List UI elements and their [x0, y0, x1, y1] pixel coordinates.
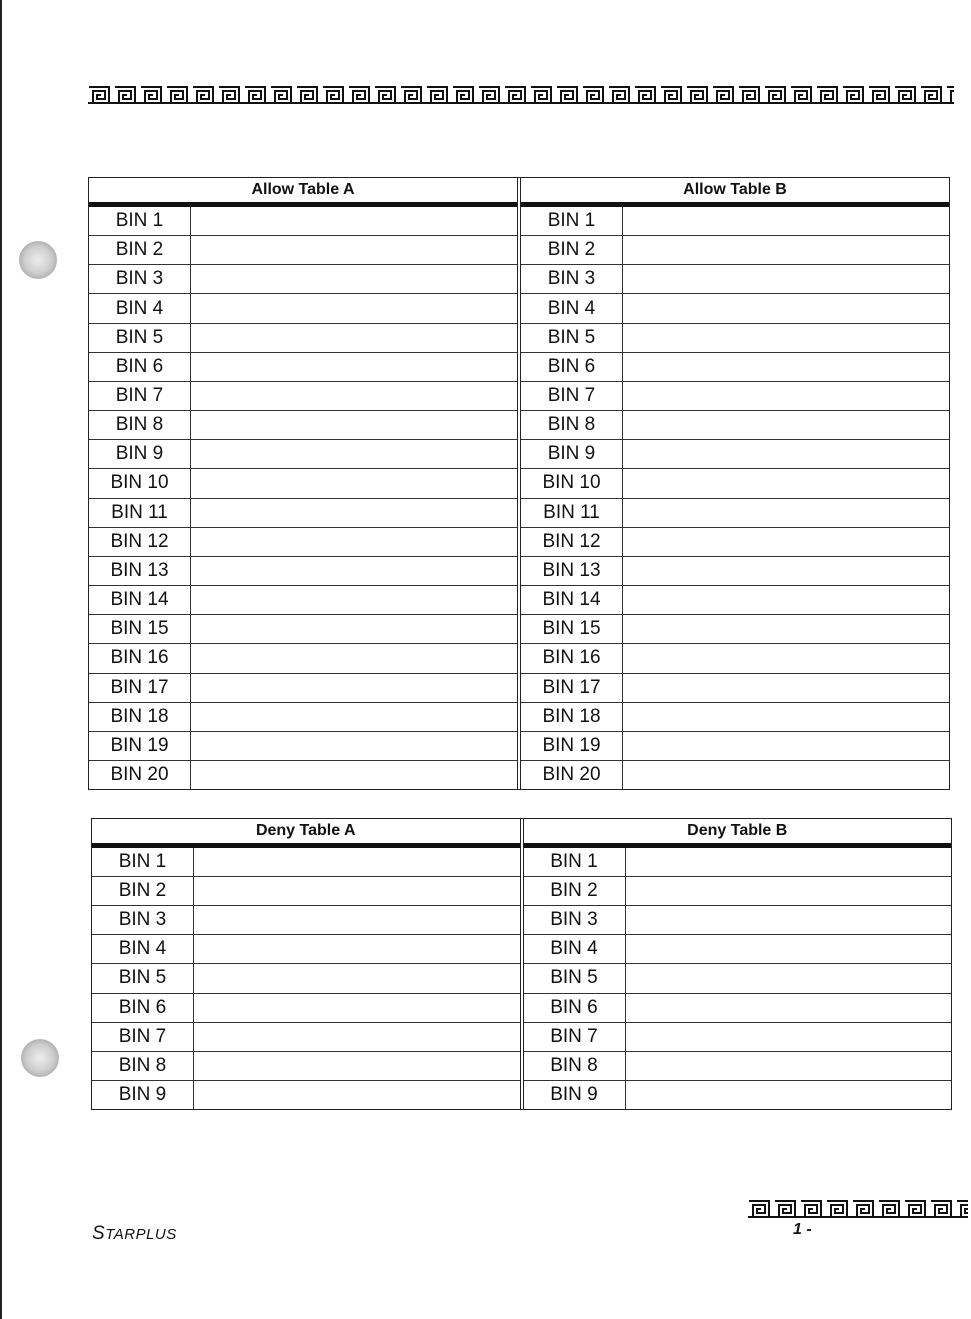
- bin-label: BIN 9: [92, 1081, 194, 1109]
- bin-label: BIN 11: [89, 499, 191, 527]
- table-row: [524, 935, 952, 964]
- bin-value-cell[interactable]: [194, 994, 520, 1022]
- bin-value-cell[interactable]: [191, 207, 517, 235]
- footer-brand-initial: S: [92, 1223, 106, 1244]
- binder-hole-bottom: [21, 1039, 59, 1077]
- bin-value-cell[interactable]: [194, 964, 520, 992]
- bin-label: BIN 1: [521, 207, 623, 235]
- bin-label: BIN 14: [89, 586, 191, 614]
- bin-label: BIN 15: [89, 615, 191, 643]
- footer-brand-rest: TARPLUS: [105, 1226, 177, 1243]
- bin-value-cell[interactable]: [623, 674, 949, 702]
- bin-label: BIN 15: [521, 615, 623, 643]
- bin-value-cell[interactable]: [194, 906, 520, 934]
- table-row: [89, 265, 517, 294]
- bin-value-cell[interactable]: [191, 703, 517, 731]
- bin-label: BIN 8: [521, 411, 623, 439]
- bin-label: BIN 2: [92, 877, 194, 905]
- deny-tables: [91, 818, 952, 1110]
- bin-label: BIN 5: [92, 964, 194, 992]
- bin-label: BIN 9: [89, 440, 191, 468]
- bin-label: BIN 7: [92, 1023, 194, 1051]
- table-row: [521, 440, 949, 469]
- table-row: [521, 324, 949, 353]
- table-row: [89, 586, 517, 615]
- table-row: [521, 732, 949, 761]
- bin-value-cell[interactable]: [623, 382, 949, 410]
- bin-value-cell[interactable]: [626, 1023, 952, 1051]
- table-row: [521, 469, 949, 498]
- bin-label: BIN 6: [92, 994, 194, 1022]
- table-row: [521, 499, 949, 528]
- table-row: [521, 382, 949, 411]
- bin-label: BIN 3: [92, 906, 194, 934]
- bin-value-cell[interactable]: [191, 586, 517, 614]
- bin-value-cell[interactable]: [194, 1081, 520, 1109]
- greek-key-border-top: [88, 86, 954, 104]
- bin-label: BIN 4: [521, 294, 623, 322]
- deny-table-a-rows: [92, 848, 520, 1109]
- bin-label: BIN 17: [521, 674, 623, 702]
- bin-label: BIN 5: [524, 964, 626, 992]
- table-row: [89, 294, 517, 323]
- bin-value-cell[interactable]: [191, 353, 517, 381]
- bin-value-cell[interactable]: [623, 324, 949, 352]
- bin-value-cell[interactable]: [623, 557, 949, 585]
- table-row: [89, 207, 517, 236]
- bin-label: BIN 9: [521, 440, 623, 468]
- bin-value-cell[interactable]: [623, 761, 949, 789]
- bin-label: BIN 16: [521, 644, 623, 672]
- bin-label: BIN 2: [524, 877, 626, 905]
- bin-value-cell[interactable]: [623, 236, 949, 264]
- table-row: [92, 848, 520, 877]
- table-row: [521, 674, 949, 703]
- bin-label: BIN 8: [92, 1052, 194, 1080]
- allow-table-b-title: Allow Table B: [521, 178, 949, 207]
- table-row: [521, 528, 949, 557]
- bin-label: BIN 14: [521, 586, 623, 614]
- bin-value-cell[interactable]: [623, 353, 949, 381]
- table-row: [92, 964, 520, 993]
- bin-label: BIN 13: [521, 557, 623, 585]
- bin-value-cell[interactable]: [191, 294, 517, 322]
- bin-label: BIN 2: [89, 236, 191, 264]
- table-row: [521, 411, 949, 440]
- bin-label: BIN 12: [521, 528, 623, 556]
- table-row: [521, 236, 949, 265]
- bin-value-cell[interactable]: [623, 732, 949, 760]
- bin-value-cell[interactable]: [623, 294, 949, 322]
- bin-value-cell[interactable]: [623, 644, 949, 672]
- bin-value-cell[interactable]: [626, 1052, 952, 1080]
- bin-value-cell[interactable]: [623, 499, 949, 527]
- bin-label: BIN 2: [521, 236, 623, 264]
- binder-hole-top: [19, 241, 57, 279]
- bin-value-cell[interactable]: [191, 528, 517, 556]
- bin-label: BIN 9: [524, 1081, 626, 1109]
- bin-label: BIN 11: [521, 499, 623, 527]
- bin-label: BIN 8: [524, 1052, 626, 1080]
- bin-label: BIN 20: [521, 761, 623, 789]
- bin-value-cell[interactable]: [191, 382, 517, 410]
- bin-value-cell[interactable]: [191, 557, 517, 585]
- bin-value-cell[interactable]: [194, 1052, 520, 1080]
- allow-tables: [88, 177, 950, 790]
- page-number: 1 -: [793, 1221, 812, 1238]
- bin-value-cell[interactable]: [623, 265, 949, 293]
- bin-value-cell[interactable]: [191, 236, 517, 264]
- bin-label: BIN 18: [521, 703, 623, 731]
- bin-value-cell[interactable]: [194, 935, 520, 963]
- table-row: [89, 732, 517, 761]
- bin-value-cell[interactable]: [194, 877, 520, 905]
- greek-key-border-bottom: [748, 1200, 968, 1218]
- bin-value-cell[interactable]: [191, 499, 517, 527]
- bin-label: BIN 1: [524, 848, 626, 876]
- table-row: [521, 265, 949, 294]
- table-row: [524, 1052, 952, 1081]
- table-row: [89, 615, 517, 644]
- bin-value-cell[interactable]: [626, 1081, 952, 1109]
- table-row: [521, 615, 949, 644]
- table-row: [89, 411, 517, 440]
- table-row: [89, 469, 517, 498]
- table-row: [92, 877, 520, 906]
- table-row: [92, 935, 520, 964]
- table-row: [92, 1052, 520, 1081]
- table-row: [521, 557, 949, 586]
- bin-label: BIN 20: [89, 761, 191, 789]
- bin-label: BIN 12: [89, 528, 191, 556]
- bin-value-cell[interactable]: [623, 703, 949, 731]
- bin-value-cell[interactable]: [626, 848, 952, 876]
- deny-table-b: [524, 819, 952, 1109]
- allow-table-b: [521, 178, 949, 789]
- table-row: [524, 906, 952, 935]
- bin-value-cell[interactable]: [626, 994, 952, 1022]
- bin-value-cell[interactable]: [194, 1023, 520, 1051]
- table-row: [92, 1081, 520, 1109]
- bin-value-cell[interactable]: [623, 528, 949, 556]
- bin-label: BIN 4: [92, 935, 194, 963]
- table-row: [521, 207, 949, 236]
- bin-label: BIN 16: [89, 644, 191, 672]
- bin-value-cell[interactable]: [623, 207, 949, 235]
- table-row: [521, 644, 949, 673]
- bin-label: BIN 19: [521, 732, 623, 760]
- table-row: [524, 1023, 952, 1052]
- table-row: [92, 1023, 520, 1052]
- bin-label: BIN 7: [524, 1023, 626, 1051]
- deny-table-b-title: Deny Table B: [524, 819, 952, 848]
- bin-value-cell[interactable]: [626, 877, 952, 905]
- table-row: [89, 440, 517, 469]
- bin-label: BIN 19: [89, 732, 191, 760]
- table-row: [524, 848, 952, 877]
- bin-label: BIN 7: [89, 382, 191, 410]
- table-row: [92, 994, 520, 1023]
- bin-label: BIN 8: [89, 411, 191, 439]
- allow-table-b-rows: [521, 207, 949, 789]
- bin-label: BIN 10: [521, 469, 623, 497]
- bin-label: BIN 4: [89, 294, 191, 322]
- table-row: [524, 964, 952, 993]
- table-row: [89, 703, 517, 732]
- bin-value-cell[interactable]: [191, 674, 517, 702]
- table-row: [521, 586, 949, 615]
- bin-label: BIN 13: [89, 557, 191, 585]
- bin-value-cell[interactable]: [626, 964, 952, 992]
- table-row: [89, 644, 517, 673]
- table-row: [521, 353, 949, 382]
- bin-label: BIN 17: [89, 674, 191, 702]
- table-row: [89, 324, 517, 353]
- bin-value-cell[interactable]: [191, 324, 517, 352]
- bin-value-cell[interactable]: [191, 615, 517, 643]
- table-row: [89, 499, 517, 528]
- deny-table-b-rows: [524, 848, 952, 1109]
- bin-value-cell[interactable]: [623, 440, 949, 468]
- bin-value-cell[interactable]: [623, 586, 949, 614]
- bin-value-cell[interactable]: [626, 935, 952, 963]
- footer-brand: [92, 1223, 177, 1245]
- table-row: [89, 353, 517, 382]
- bin-value-cell[interactable]: [191, 469, 517, 497]
- bin-label: BIN 18: [89, 703, 191, 731]
- table-row: [89, 557, 517, 586]
- table-row: [521, 703, 949, 732]
- table-row: [521, 294, 949, 323]
- bin-label: BIN 4: [524, 935, 626, 963]
- allow-table-a-title: Allow Table A: [89, 178, 517, 207]
- bin-label: BIN 3: [89, 265, 191, 293]
- bin-label: BIN 5: [89, 324, 191, 352]
- bin-label: BIN 1: [89, 207, 191, 235]
- bin-value-cell[interactable]: [191, 761, 517, 789]
- bin-label: BIN 3: [524, 906, 626, 934]
- bin-label: BIN 6: [521, 353, 623, 381]
- bin-label: BIN 1: [92, 848, 194, 876]
- bin-value-cell[interactable]: [194, 848, 520, 876]
- bin-value-cell[interactable]: [623, 469, 949, 497]
- bin-label: BIN 7: [521, 382, 623, 410]
- table-row: [524, 1081, 952, 1109]
- table-row: [89, 382, 517, 411]
- table-row: [89, 236, 517, 265]
- deny-table-a-title: Deny Table A: [92, 819, 520, 848]
- bin-value-cell[interactable]: [191, 265, 517, 293]
- table-row: [89, 761, 517, 789]
- allow-table-a: [89, 178, 521, 789]
- bin-value-cell[interactable]: [626, 906, 952, 934]
- bin-value-cell[interactable]: [191, 440, 517, 468]
- deny-table-a: [92, 819, 524, 1109]
- page-left-border: [0, 0, 2, 1319]
- bin-label: BIN 10: [89, 469, 191, 497]
- bin-value-cell[interactable]: [623, 411, 949, 439]
- bin-label: BIN 6: [524, 994, 626, 1022]
- bin-label: BIN 5: [521, 324, 623, 352]
- bin-label: BIN 6: [89, 353, 191, 381]
- bin-value-cell[interactable]: [623, 615, 949, 643]
- table-row: [89, 528, 517, 557]
- table-row: [521, 761, 949, 789]
- bin-value-cell[interactable]: [191, 732, 517, 760]
- table-row: [524, 994, 952, 1023]
- table-row: [89, 674, 517, 703]
- bin-value-cell[interactable]: [191, 644, 517, 672]
- table-row: [92, 906, 520, 935]
- table-row: [524, 877, 952, 906]
- allow-table-a-rows: [89, 207, 517, 789]
- bin-label: BIN 3: [521, 265, 623, 293]
- bin-value-cell[interactable]: [191, 411, 517, 439]
